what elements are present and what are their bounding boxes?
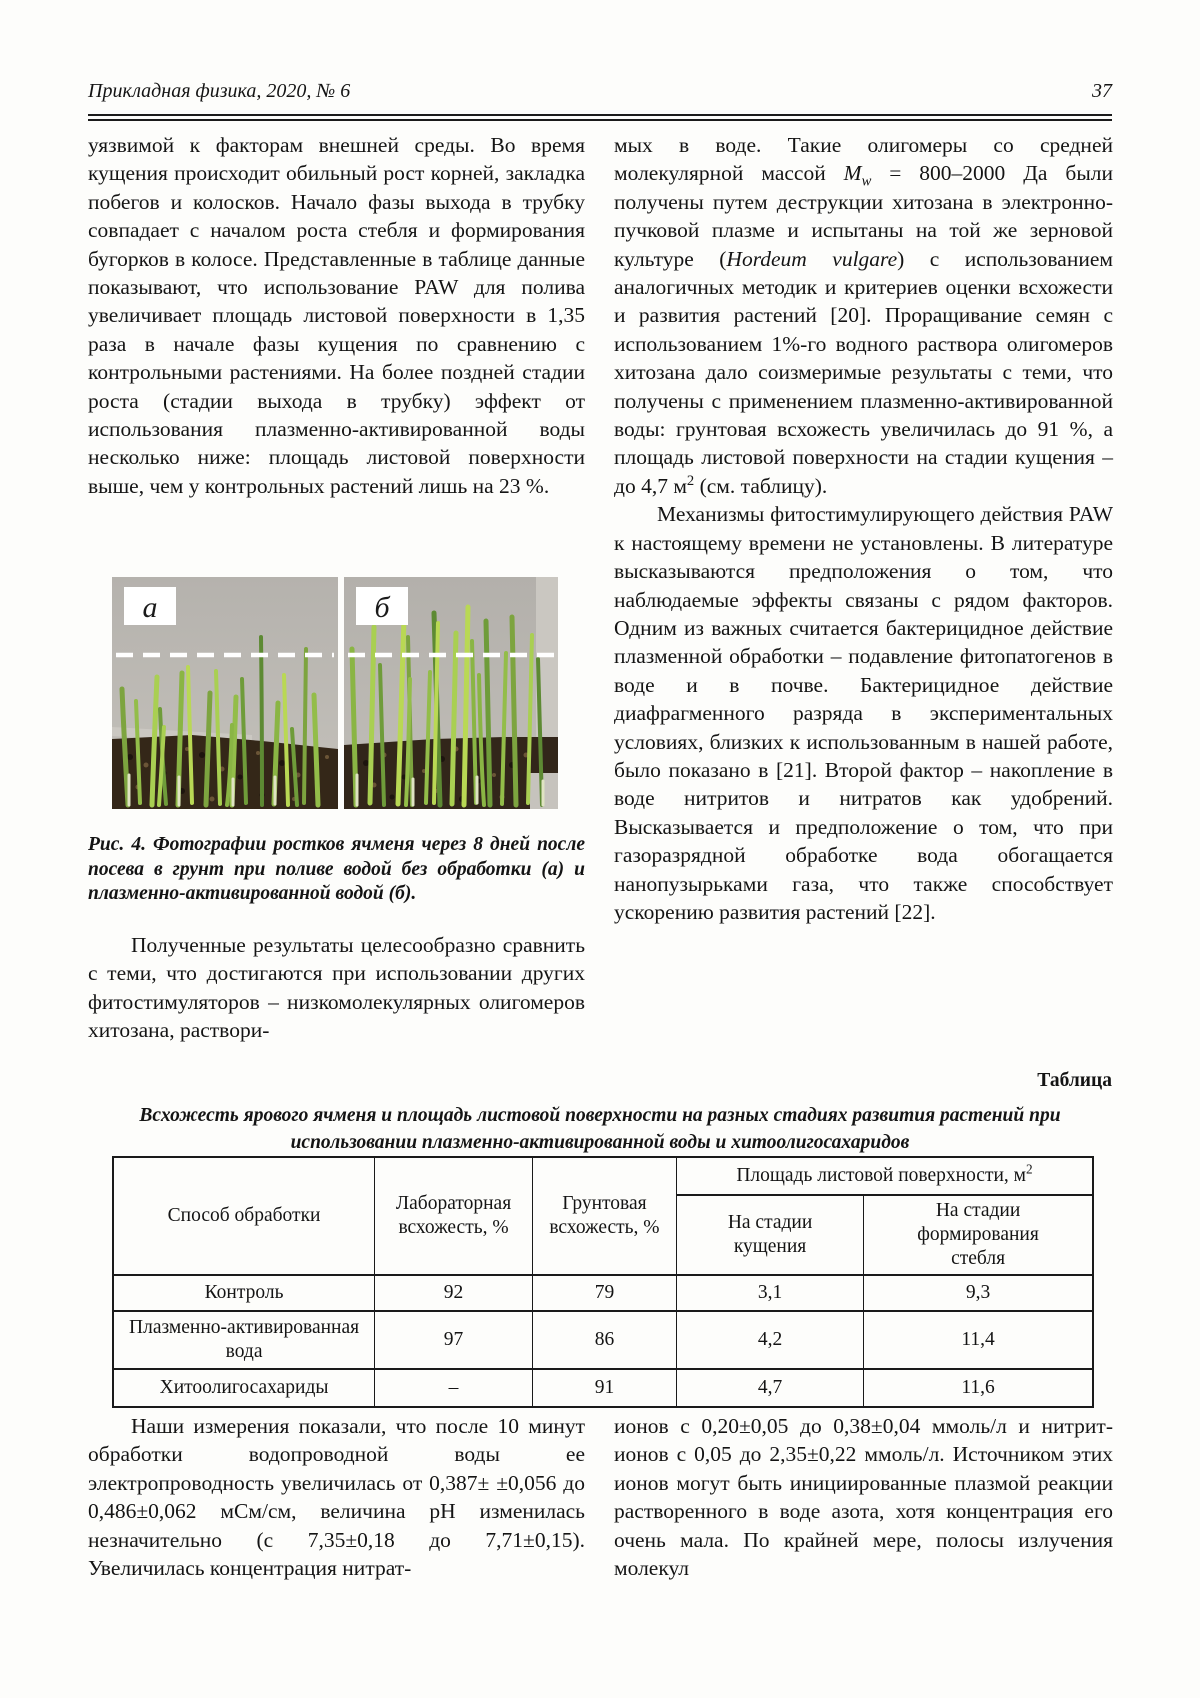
col-header-leaf-area-group	[676, 1157, 1093, 1195]
barley-photo-control	[112, 577, 338, 809]
barley-photo-paw	[344, 577, 558, 809]
table-cell: 92	[375, 1275, 533, 1311]
table-cell: 91	[532, 1369, 676, 1407]
latin-species-name: Hordeum vulgare	[726, 246, 898, 271]
figure-caption: Рис. 4. Фотографии ростков ячменя через 8 дней после посева в грунт при поливе водой без обработки (а) и плазменно-активированной водой (б).	[88, 834, 585, 905]
table-cell: 11,4	[864, 1311, 1093, 1369]
table-cell: 4,7	[676, 1369, 863, 1407]
molecular-mass-symbol: M	[843, 161, 862, 186]
right-column-top	[614, 131, 1113, 926]
table-cell: 97	[375, 1311, 533, 1369]
text-segment: = 800–2000 Да были получены путем деструкции хитозана в электронно-пучковой плазме и испытаны на той же зерновой культуре (	[614, 161, 1114, 271]
results-table	[112, 1156, 1094, 1408]
text-segment: ) с использованием аналогичных методик и критериев оценки всхожести и развития растений [20]. Проращивание семян с использованием 1%-го водного раствора олигомеров хитозана дало соизмеримые результаты с теми, что получены с применением плазменно-активированной воды: грунтовая всхожесть увеличилась до 91 %, а площадь листовой поверхности на стадии кущения – до 4,7 м	[614, 246, 1113, 498]
col-header-lab-germination: Лабораторная всхожесть, %	[375, 1157, 533, 1275]
header-rule	[88, 114, 1112, 121]
square-superscript: 2	[686, 472, 695, 489]
left-column-top	[88, 131, 585, 500]
table-row-paw	[113, 1311, 1093, 1369]
paragraph-measurements: Наши измерения показали, что после 10 минут обработки водопроводной воды ее электропроводность увеличилась от 0,387± ±0,056 до 0,486±0,062 мСм/см, величина pH изменилась незначительно (с 7,35±0,18 до 7,71±0,15). Увеличилась концентрация нитрат-	[88, 1414, 585, 1581]
table-cell: 86	[532, 1311, 676, 1369]
bottom-left-column	[88, 1412, 585, 1582]
col-header-soil-germination: Грунтовая всхожесть, %	[532, 1157, 676, 1275]
col-header-method: Способ обработки	[113, 1157, 375, 1275]
text-segment: (см. таблицу).	[694, 473, 828, 498]
left-column-bottom	[88, 931, 585, 1045]
text-segment: мых в воде. Такие олигомеры со средней молекулярной массой	[614, 133, 1113, 186]
paragraph-comparison: Полученные результаты целесообразно сравнить с теми, что достигаются при использовании других фитостимуляторов – низкомолекулярных олигомеров хитозана, раствори-	[88, 933, 585, 1043]
paragraph-oligomers	[614, 131, 1113, 500]
table-cell: Плазменно-активированная вода	[113, 1311, 375, 1369]
square-superscript: 2	[1026, 1161, 1033, 1177]
table-title: Всхожесть ярового ячменя и площадь листовой поверхности на разных стадиях развития растений при использовании плазменно-активированной воды и хитоолигосахаридов	[139, 1105, 1061, 1153]
page-number: 37	[1092, 80, 1112, 102]
group-header-text: Площадь листовой поверхности, м	[736, 1165, 1027, 1186]
table-cell: 9,3	[864, 1275, 1093, 1311]
table-cell: Хитоолигосахариды	[113, 1369, 375, 1407]
table-cell: 79	[532, 1275, 676, 1311]
photo-label-b: б	[374, 591, 390, 624]
table-cell: Контроль	[113, 1275, 375, 1311]
running-head	[88, 79, 1112, 103]
table-cell: 3,1	[676, 1275, 863, 1311]
table-label: Таблица	[1037, 1070, 1112, 1091]
journal-title: Прикладная физика, 2020, № 6	[88, 80, 351, 102]
paragraph-tillering: уязвимой к факторам внешней среды. Во время кущения происходит обильный рост корней, закладка побегов и колосков. Начало фазы выхода в трубку совпадает с началом роста стебля и формирования бугорков в колосе. Представленные в таблице данные показывают, что использование PAW для полива увеличивает площадь листовой поверхности в 1,35 раза в начале фазы кущения по сравнению с контрольными растениями. На более поздней стадии роста (стадии выхода в трубку) эффект от использования плазменно-активированной воды несколько ниже: площадь листовой поверхности выше, чем у контрольных растений лишь на 23 %.	[88, 133, 585, 498]
molecular-mass-subscript: w	[861, 173, 872, 190]
bottom-right-column	[614, 1412, 1113, 1582]
table-cell: 4,2	[676, 1311, 863, 1369]
paragraph-mechanisms: Механизмы фитостимулирующего действия PAW к настоящему времени не установлены. В литературе высказываются предположения о том, что наблюдаемые эффекты связаны с рядом факторов. Одним из важных считается бактерицидное действие плазменной обработки – подавление фитопатогенов в воде и в почве. Бактерицидное действие диафрагменного разряда в экспериментальных условиях, близких к использованным в нашей работе, было показано в [21]. Второй фактор – накопление в воде нитритов и нитратов как удобрений. Высказывается и предположение о том, что при газоразрядной обработке вода обогащается нанопузырьками газа, что также способствует ускорению развития растений [22].	[614, 502, 1113, 924]
col-header-stem-stage: На стадии формирования стебля	[864, 1195, 1093, 1275]
col-header-tillering-stage: На стадии кущения	[676, 1195, 863, 1275]
figure-4	[112, 577, 560, 809]
paragraph-ions: ионов с 0,20±0,05 до 0,38±0,04 ммоль/л и нитрит-ионов с 0,05 до 2,35±0,22 ммоль/л. Источником этих ионов могут быть инициированные плазмой реакции растворенного в воде азота, хотя концентрация его очень мала. По крайней мере, полосы излучения молекул	[614, 1414, 1113, 1581]
table-row-chitooligosaccharides	[113, 1369, 1093, 1407]
table-cell: 11,6	[864, 1369, 1093, 1407]
table-row-control	[113, 1275, 1093, 1311]
table-cell: –	[375, 1369, 533, 1407]
photo-label-a: а	[142, 591, 158, 624]
